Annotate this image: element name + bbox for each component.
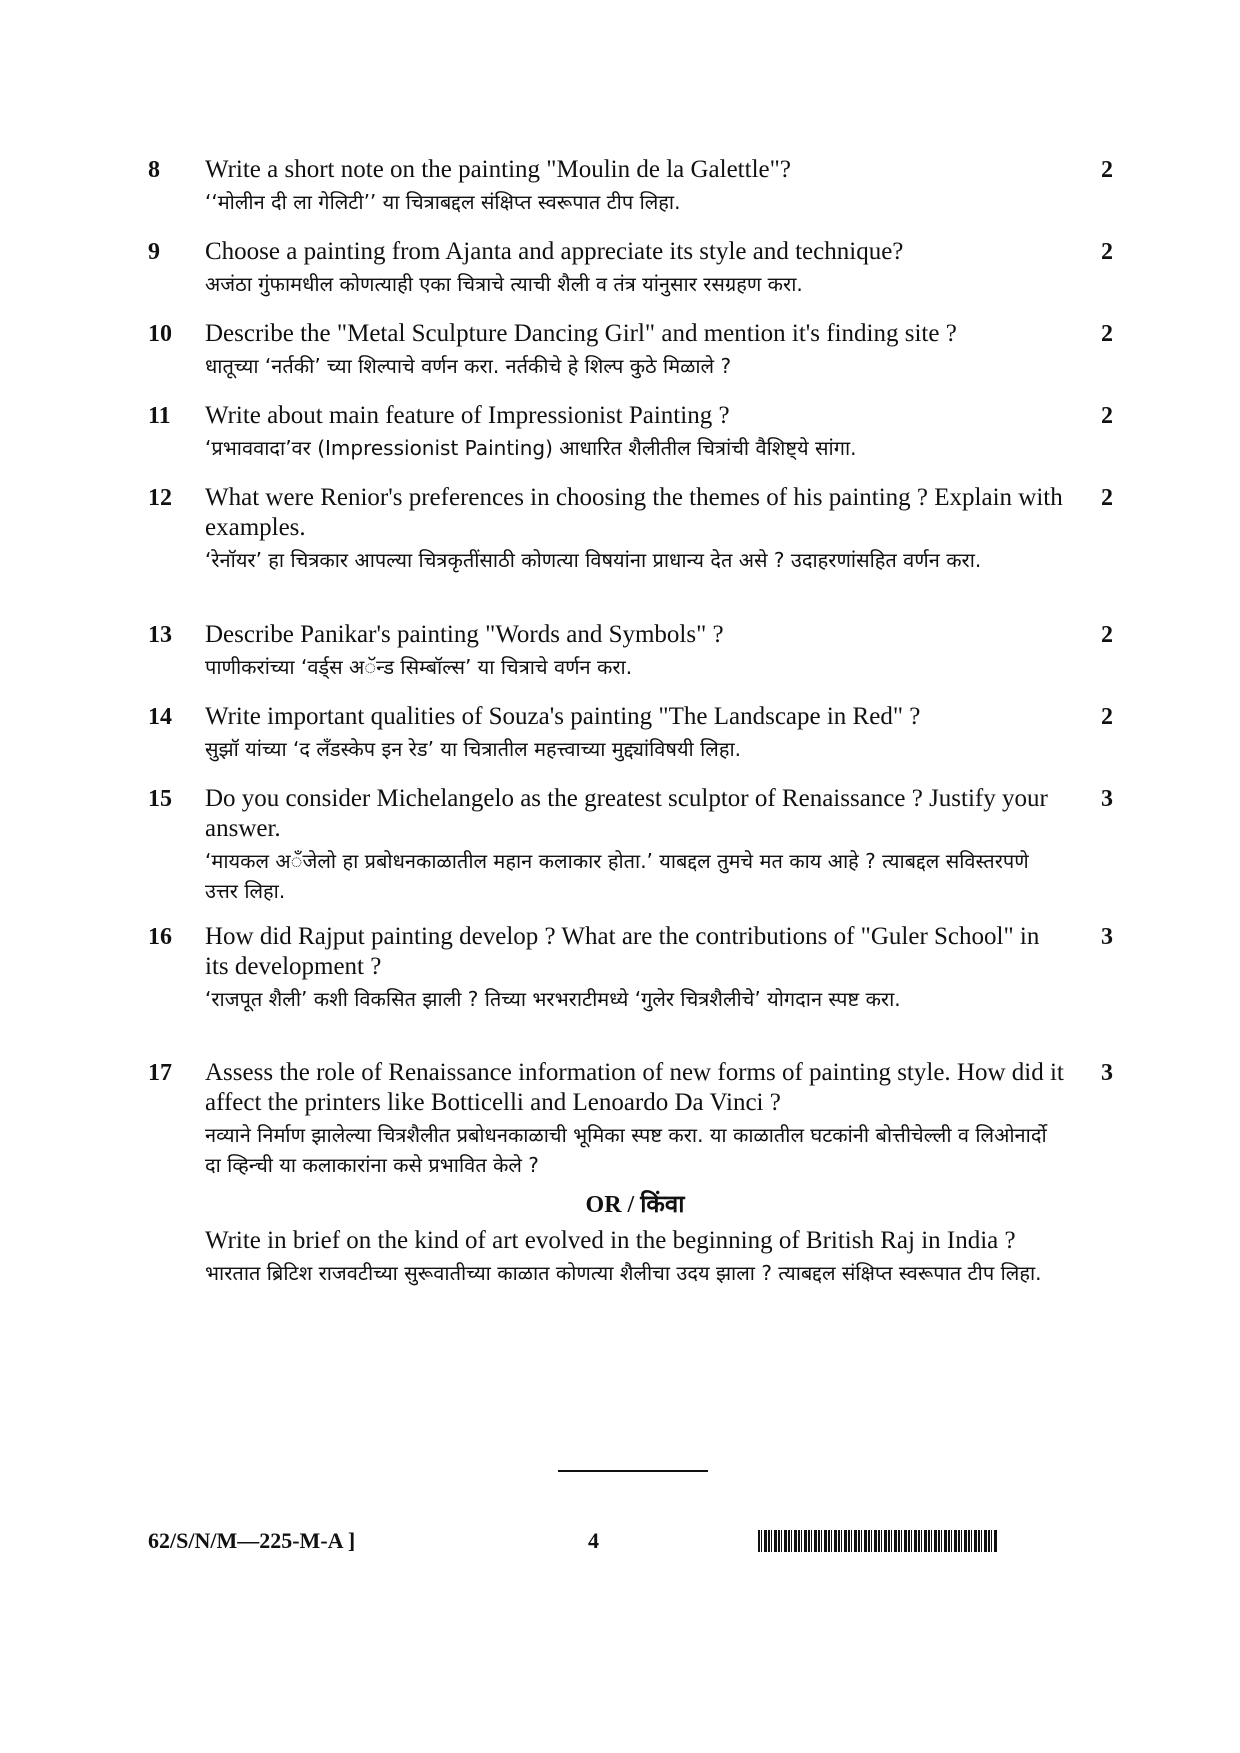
question-english: Assess the role of Renaissance information of new forms of painting style. How did it affect the printers like Botticelli and Lenoardo Da Vinci ? — [205, 1059, 1064, 1116]
question-number: 10 — [148, 321, 172, 347]
question-text — [205, 155, 1065, 217]
alternative-question-english: Write in brief on the kind of art evolved in the beginning of British Raj in India ? — [205, 1227, 1016, 1254]
question-english: Choose a painting from Ajanta and appreciate its style and technique? — [205, 238, 904, 265]
question-marathi: पाणीकरांच्या ‘वर्ड्स अॅन्ड सिम्बॉल्स’ या चित्राचे वर्णन करा. — [205, 655, 633, 679]
question-marks: 2 — [1101, 321, 1113, 347]
question-marks: 3 — [1101, 786, 1113, 812]
question-marathi: ‘मायकल अॅंजेलो हा प्रबोधनकाळातील महान कलाकार होता.’ याबद्दल तुमचे मत काय आहे ? त्याबद्दल सविस्तरपणे उत्तर लिहा. — [205, 849, 1029, 903]
question-text — [205, 401, 1065, 463]
question-marathi: सुझॉ यांच्या ‘द लॅंडस्केप इन रेड’ या चित्रातील महत्त्वाच्या मुद्द्यांविषयी लिहा. — [205, 737, 741, 761]
question-english: Write a short note on the painting "Moulin de la Galettle"? — [205, 156, 791, 183]
question-marks: 2 — [1101, 403, 1113, 429]
question-text — [205, 483, 1065, 575]
question-text — [205, 922, 1065, 1014]
question-number: 11 — [148, 403, 171, 429]
question-marathi: ‘राजपूत शैली’ कशी विकसित झाली ? तिच्या भरभराटीमध्ये ‘गुलेर चित्रशैलीचे’ योगदान स्पष्ट करा. — [205, 987, 901, 1011]
question-marks: 2 — [1101, 622, 1113, 648]
question-marks: 2 — [1101, 704, 1113, 730]
question-marks: 3 — [1101, 1060, 1113, 1086]
or-separator: OR / किंवा — [585, 1192, 685, 1218]
question-marks: 2 — [1101, 157, 1113, 183]
page-footer — [148, 1528, 998, 1558]
end-divider — [558, 1470, 708, 1472]
question-marathi: अजंठा गुंफामधील कोणत्याही एका चित्राचे त्याची शैली व तंत्र यांनुसार रसग्रहण करा. — [205, 272, 803, 296]
question-text — [205, 784, 1065, 906]
question-text — [205, 237, 1065, 299]
question-number: 15 — [148, 786, 172, 812]
question-text — [205, 1058, 1065, 1288]
question-text — [205, 319, 1065, 381]
question-english: Write important qualities of Souza's painting "The Landscape in Red" ? — [205, 703, 921, 730]
question-english: How did Rajput painting develop ? What are the contributions of "Guler School" in its development ? — [205, 923, 1040, 980]
question-text — [205, 702, 1065, 764]
question-number: 8 — [148, 157, 160, 183]
alternative-question-marathi: भारतात ब्रिटिश राजवटीच्या सुरूवातीच्या काळात कोणत्या शैलीचा उदय झाला ? त्याबद्दल संक्षिप्त स्वरूपात टीप लिहा. — [205, 1261, 1042, 1285]
question-marks: 2 — [1101, 239, 1113, 265]
question-number: 14 — [148, 704, 172, 730]
question-number: 9 — [148, 239, 160, 265]
question-text — [205, 620, 1065, 682]
question-english: Describe the "Metal Sculpture Dancing Girl" and mention it's finding site ? — [205, 320, 957, 347]
question-marathi: धातूच्या ‘नर्तकी’ च्या शिल्पाचे वर्णन करा. नर्तकीचे हे शिल्प कुठे मिळाले ? — [205, 354, 732, 378]
question-english: Do you consider Michelangelo as the greatest sculptor of Renaissance ? Justify your answer. — [205, 785, 1048, 842]
page-number: 4 — [588, 1528, 599, 1553]
question-marathi: नव्याने निर्माण झालेल्या चित्रशैलीत प्रबोधनकाळाची भूमिका स्पष्ट करा. या काळातील घटकांनी बोत्तीचेल्ली व लिओनार्दो दा व्हिन्ची या कलाकारांना कसे प्रभावित केले ? — [205, 1123, 1047, 1177]
question-marathi: ‘प्रभाववादा’वर (Impressionist Painting) आधारित शैलीतील चित्रांची वैशिष्ट्ये सांगा. — [205, 436, 857, 460]
question-english: What were Renior's preferences in choosing the themes of his painting ? Explain with examples. — [205, 484, 1063, 541]
question-number: 16 — [148, 924, 172, 950]
question-number: 12 — [148, 485, 172, 511]
barcode-icon — [758, 1530, 998, 1552]
question-marathi: ‘रेनॉयर’ हा चित्रकार आपल्या चित्रकृतींसाठी कोणत्या विषयांना प्राधान्य देत असे ? उदाहरणांसहित वर्णन करा. — [205, 548, 982, 572]
question-marks: 2 — [1101, 485, 1113, 511]
paper-code: 62/S/N/M—225-M-A ] — [148, 1528, 356, 1553]
question-marathi: ‘‘मोलीन दी ला गेलिटी’’ या चित्राबद्दल संक्षिप्त स्वरूपात टीप लिहा. — [205, 190, 681, 214]
question-marks: 3 — [1101, 924, 1113, 950]
question-english: Describe Panikar's painting "Words and Symbols" ? — [205, 621, 724, 648]
question-number: 17 — [148, 1060, 172, 1086]
question-english: Write about main feature of Impressionist Painting ? — [205, 402, 730, 429]
question-number: 13 — [148, 622, 172, 648]
